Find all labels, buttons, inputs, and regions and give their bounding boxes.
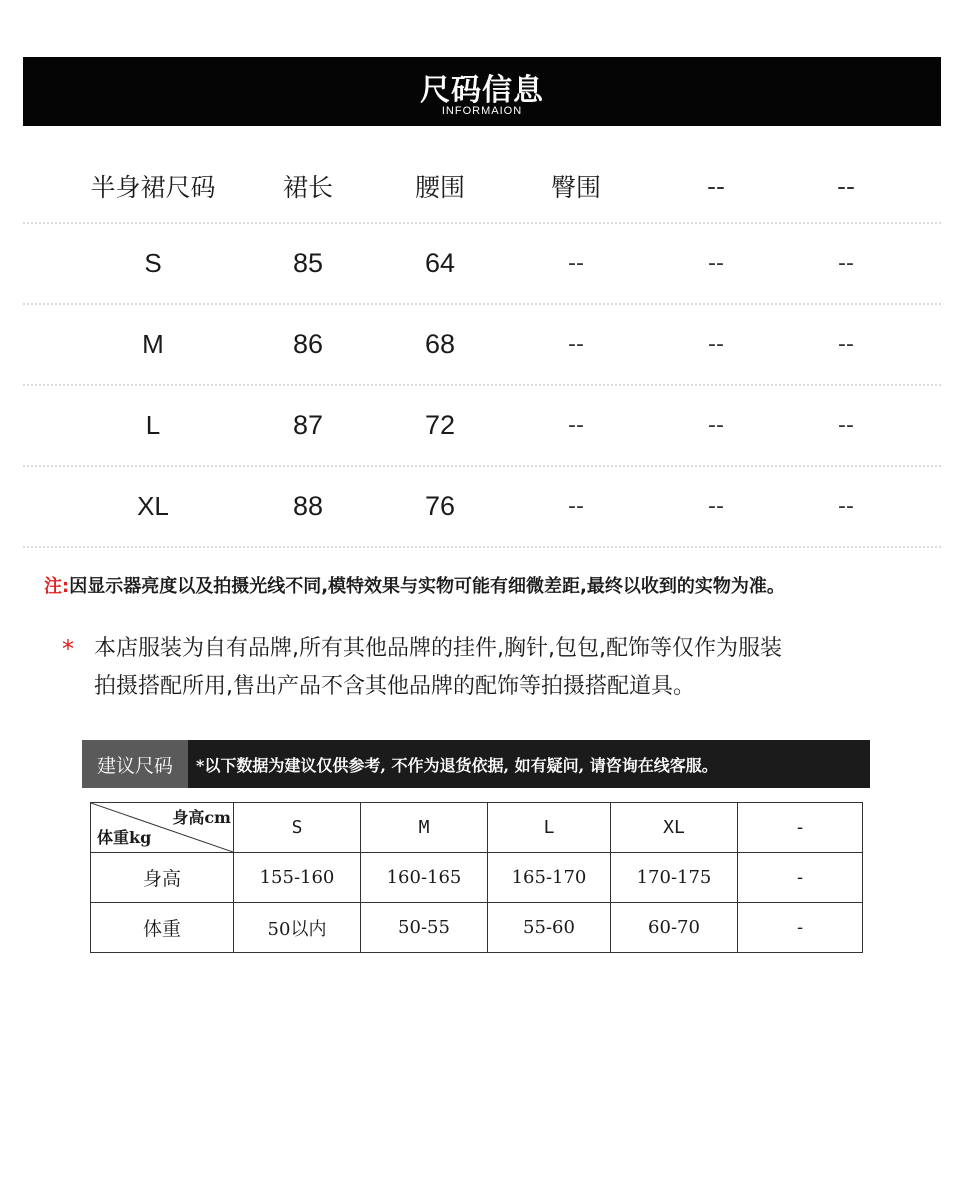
- page-title: 尺码信息: [420, 73, 544, 108]
- size-header: -: [738, 803, 863, 853]
- column-header: 裙长: [282, 173, 333, 202]
- row-label: 体重: [91, 903, 234, 953]
- waist-cell: 68: [424, 329, 456, 359]
- column-header: --: [706, 171, 726, 201]
- corner-cell: [91, 803, 234, 853]
- empty-cell: --: [838, 251, 854, 276]
- hip-cell: --: [568, 332, 584, 357]
- size-table-header: [23, 150, 941, 224]
- table-row: [23, 224, 941, 305]
- empty-cell: --: [708, 332, 724, 357]
- hip-cell: --: [568, 251, 584, 276]
- size-cell: M: [142, 329, 164, 359]
- waist-cell: 64: [424, 248, 456, 278]
- empty-cell: --: [708, 494, 724, 519]
- weight-range-cell: 50以内: [234, 903, 361, 953]
- size-table: [23, 150, 941, 548]
- height-range-cell: 170-175: [611, 853, 738, 903]
- weight-axis-label: 体重kg: [97, 828, 152, 847]
- table-row: [23, 305, 941, 386]
- table-row: [91, 853, 863, 903]
- height-range-cell: -: [738, 853, 863, 903]
- weight-range-cell: 55-60: [488, 903, 611, 953]
- page-subtitle: INFORMAION: [441, 105, 523, 117]
- hip-cell: --: [568, 413, 584, 438]
- column-header: 臀围: [550, 173, 601, 202]
- size-header: L: [488, 803, 611, 853]
- note-prefix: 注:: [44, 576, 70, 597]
- table-row: [91, 903, 863, 953]
- empty-cell: --: [838, 413, 854, 438]
- header-banner: [23, 57, 941, 126]
- empty-cell: --: [708, 251, 724, 276]
- height-range-cell: 155-160: [234, 853, 361, 903]
- size-cell: XL: [137, 491, 169, 521]
- empty-cell: --: [838, 494, 854, 519]
- display-note: [44, 572, 785, 598]
- empty-cell: --: [838, 332, 854, 357]
- column-header: --: [836, 171, 856, 201]
- height-range-cell: 160-165: [361, 853, 488, 903]
- weight-range-cell: 60-70: [611, 903, 738, 953]
- waist-cell: 76: [424, 491, 456, 521]
- brand-note-line: 拍摄搭配所用,售出产品不含其他品牌的配饰等拍摄搭配道具。: [94, 674, 695, 699]
- size-header: S: [234, 803, 361, 853]
- empty-cell: --: [708, 413, 724, 438]
- column-header: 半身裙尺码: [90, 173, 216, 202]
- hip-cell: --: [568, 494, 584, 519]
- skirt-length-cell: 88: [292, 491, 324, 521]
- note-text: 因显示器亮度以及拍摄光线不同,模特效果与实物可能有细微差距,最终以收到的实物为准。: [69, 576, 785, 597]
- waist-cell: 72: [424, 410, 456, 440]
- table-row: [23, 386, 941, 467]
- size-cell: L: [145, 410, 161, 440]
- recommend-message: *以下数据为建议仅供参考, 不作为退货依据, 如有疑问, 请咨询在线客服。: [196, 755, 718, 775]
- size-cell: S: [144, 248, 162, 278]
- size-header: XL: [611, 803, 738, 853]
- recommend-table: [90, 802, 863, 953]
- skirt-length-cell: 85: [292, 248, 324, 278]
- skirt-length-cell: 87: [292, 410, 324, 440]
- row-label: 身高: [91, 853, 234, 903]
- height-axis-label: 身高cm: [172, 808, 231, 827]
- column-header: 腰围: [414, 173, 465, 202]
- brand-note: [62, 630, 942, 706]
- table-row: [91, 803, 863, 853]
- weight-range-cell: 50-55: [361, 903, 488, 953]
- recommend-bar: [82, 740, 870, 788]
- recommend-tag: 建议尺码: [82, 740, 188, 788]
- size-header: M: [361, 803, 488, 853]
- skirt-length-cell: 86: [292, 329, 324, 359]
- table-row: [23, 467, 941, 548]
- brand-note-line: 本店服装为自有品牌,所有其他品牌的挂件,胸针,包包,配饰等仅作为服装: [94, 636, 782, 661]
- weight-range-cell: -: [738, 903, 863, 953]
- height-range-cell: 165-170: [488, 853, 611, 903]
- asterisk-icon: *: [62, 635, 74, 663]
